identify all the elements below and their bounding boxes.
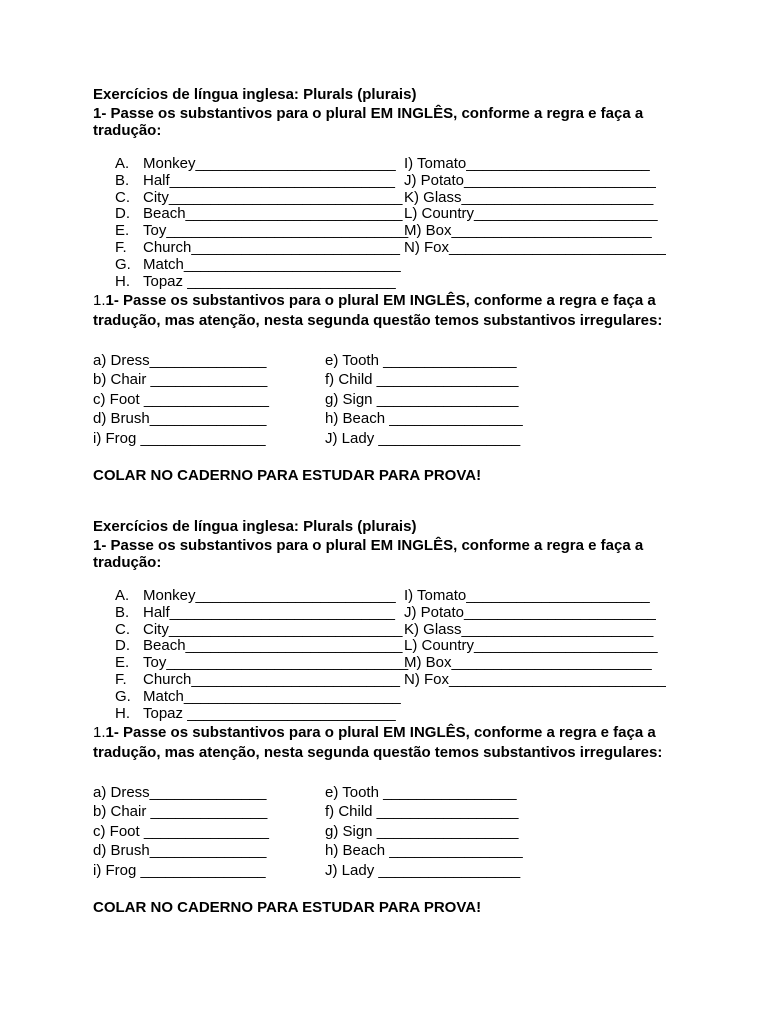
- item-left: a) Dress______________: [93, 784, 267, 801]
- list-item: [93, 706, 733, 723]
- plural-exercise-list: [93, 156, 733, 290]
- item-label: H.: [115, 272, 130, 290]
- item-left: Half___________________________: [143, 603, 395, 621]
- list-item: [93, 351, 733, 370]
- item-right: K) Glass_______________________: [404, 620, 654, 638]
- question-2-instructions: [93, 291, 693, 331]
- list-item: [93, 672, 733, 689]
- study-reminder: COLAR NO CADERNO PARA ESTUDAR PARA PROVA!: [93, 467, 482, 484]
- list-item: [93, 390, 733, 409]
- list-item: [93, 588, 733, 605]
- item-right: K) Glass_______________________: [404, 188, 654, 206]
- plural-exercise-list: [93, 588, 733, 722]
- list-item: [93, 841, 733, 860]
- item-right: e) Tooth ________________: [325, 352, 517, 369]
- item-left: b) Chair ______________: [93, 803, 268, 821]
- item-left: d) Brush______________: [93, 410, 267, 428]
- item-left: i) Frog _______________: [93, 429, 266, 447]
- item-left: Topaz _________________________: [143, 272, 396, 290]
- item-label: F.: [115, 238, 127, 256]
- item-left: City____________________________: [143, 620, 403, 638]
- question-2-number: 1.: [93, 292, 106, 309]
- item-right: N) Fox__________________________: [404, 670, 666, 688]
- worksheet-2: [93, 518, 733, 917]
- list-item: [93, 190, 733, 207]
- item-left: Church_________________________: [143, 238, 400, 256]
- item-left: Topaz _________________________: [143, 704, 396, 722]
- list-item: [93, 370, 733, 389]
- item-right: f) Child _________________: [325, 371, 519, 389]
- list-item: [93, 655, 733, 672]
- item-label: A.: [115, 587, 130, 604]
- list-item: [93, 206, 733, 223]
- item-left: a) Dress______________: [93, 352, 267, 369]
- item-label: B.: [115, 171, 130, 189]
- item-left: c) Foot _______________: [93, 390, 269, 408]
- item-right: h) Beach ________________: [325, 842, 523, 860]
- question-2-number: 1.: [93, 724, 106, 741]
- list-item: [93, 689, 733, 706]
- item-right: L) Country______________________: [404, 205, 658, 223]
- item-right: M) Box________________________: [404, 222, 652, 240]
- irregular-plural-list: [93, 783, 733, 881]
- study-reminder: COLAR NO CADERNO PARA ESTUDAR PARA PROVA!: [93, 899, 482, 916]
- list-item: [93, 638, 733, 655]
- irregular-plural-list: [93, 351, 733, 449]
- item-left: Half___________________________: [143, 171, 395, 189]
- item-right: M) Box________________________: [404, 654, 652, 672]
- item-label: D.: [115, 637, 130, 655]
- list-item: [93, 257, 733, 274]
- item-label: C.: [115, 188, 130, 206]
- item-left: d) Brush______________: [93, 842, 267, 860]
- list-item: [93, 605, 733, 622]
- list-item: [93, 783, 733, 802]
- worksheet-title: Exercícios de língua inglesa: Plurals (plurais): [93, 86, 417, 103]
- item-right: N) Fox__________________________: [404, 238, 666, 256]
- question-1-instructions: 1- Passe os substantivos para o plural EM INGLÊS, conforme a regra e faça a tradução:: [93, 537, 644, 571]
- item-left: Beach__________________________: [143, 637, 403, 655]
- item-right: g) Sign _________________: [325, 822, 519, 840]
- item-left: Toy_____________________________: [143, 654, 409, 672]
- item-left: Monkey________________________: [143, 587, 396, 604]
- list-item: [93, 156, 733, 173]
- list-item: [93, 429, 733, 448]
- item-right: h) Beach ________________: [325, 410, 523, 428]
- item-right: L) Country______________________: [404, 637, 658, 655]
- list-item: [93, 822, 733, 841]
- item-left: Monkey________________________: [143, 155, 396, 172]
- worksheet-title: Exercícios de língua inglesa: Plurals (plurais): [93, 518, 417, 535]
- list-item: [93, 861, 733, 880]
- worksheet-1: [93, 86, 733, 485]
- list-item: [93, 622, 733, 639]
- item-right: J) Lady _________________: [325, 861, 521, 879]
- list-item: [93, 173, 733, 190]
- item-right: J) Potato_______________________: [404, 603, 656, 621]
- item-label: E.: [115, 654, 130, 672]
- item-label: G.: [115, 687, 131, 705]
- item-left: City____________________________: [143, 188, 403, 206]
- item-label: B.: [115, 603, 130, 621]
- item-right: I) Tomato______________________: [404, 155, 650, 172]
- item-left: Church_________________________: [143, 670, 400, 688]
- item-label: E.: [115, 222, 130, 240]
- question-2-instructions: [93, 723, 693, 763]
- item-left: c) Foot _______________: [93, 822, 269, 840]
- item-left: b) Chair ______________: [93, 371, 268, 389]
- list-item: [93, 409, 733, 428]
- item-label: G.: [115, 255, 131, 273]
- item-left: Match__________________________: [143, 255, 401, 273]
- question-1-instructions: 1- Passe os substantivos para o plural EM INGLÊS, conforme a regra e faça a tradução:: [93, 105, 644, 139]
- item-right: e) Tooth ________________: [325, 784, 517, 801]
- list-item: [93, 223, 733, 240]
- item-label: D.: [115, 205, 130, 223]
- item-right: J) Lady _________________: [325, 429, 521, 447]
- item-right: g) Sign _________________: [325, 390, 519, 408]
- item-left: i) Frog _______________: [93, 861, 266, 879]
- item-label: C.: [115, 620, 130, 638]
- question-2-text: 1- Passe os substantivos para o plural EM INGLÊS, conforme a regra e faça a tradução, mas atenção, nesta segunda questão temos substantivos irregulares:: [93, 292, 663, 329]
- item-label: F.: [115, 670, 127, 688]
- item-left: Toy_____________________________: [143, 222, 409, 240]
- list-item: [93, 802, 733, 821]
- item-right: I) Tomato______________________: [404, 587, 650, 604]
- list-item: [93, 274, 733, 291]
- item-left: Match__________________________: [143, 687, 401, 705]
- item-right: J) Potato_______________________: [404, 171, 656, 189]
- item-right: f) Child _________________: [325, 803, 519, 821]
- item-label: A.: [115, 155, 130, 172]
- item-label: H.: [115, 704, 130, 722]
- item-left: Beach__________________________: [143, 205, 403, 223]
- list-item: [93, 240, 733, 257]
- question-2-text: 1- Passe os substantivos para o plural EM INGLÊS, conforme a regra e faça a tradução, mas atenção, nesta segunda questão temos substantivos irregulares:: [93, 724, 663, 761]
